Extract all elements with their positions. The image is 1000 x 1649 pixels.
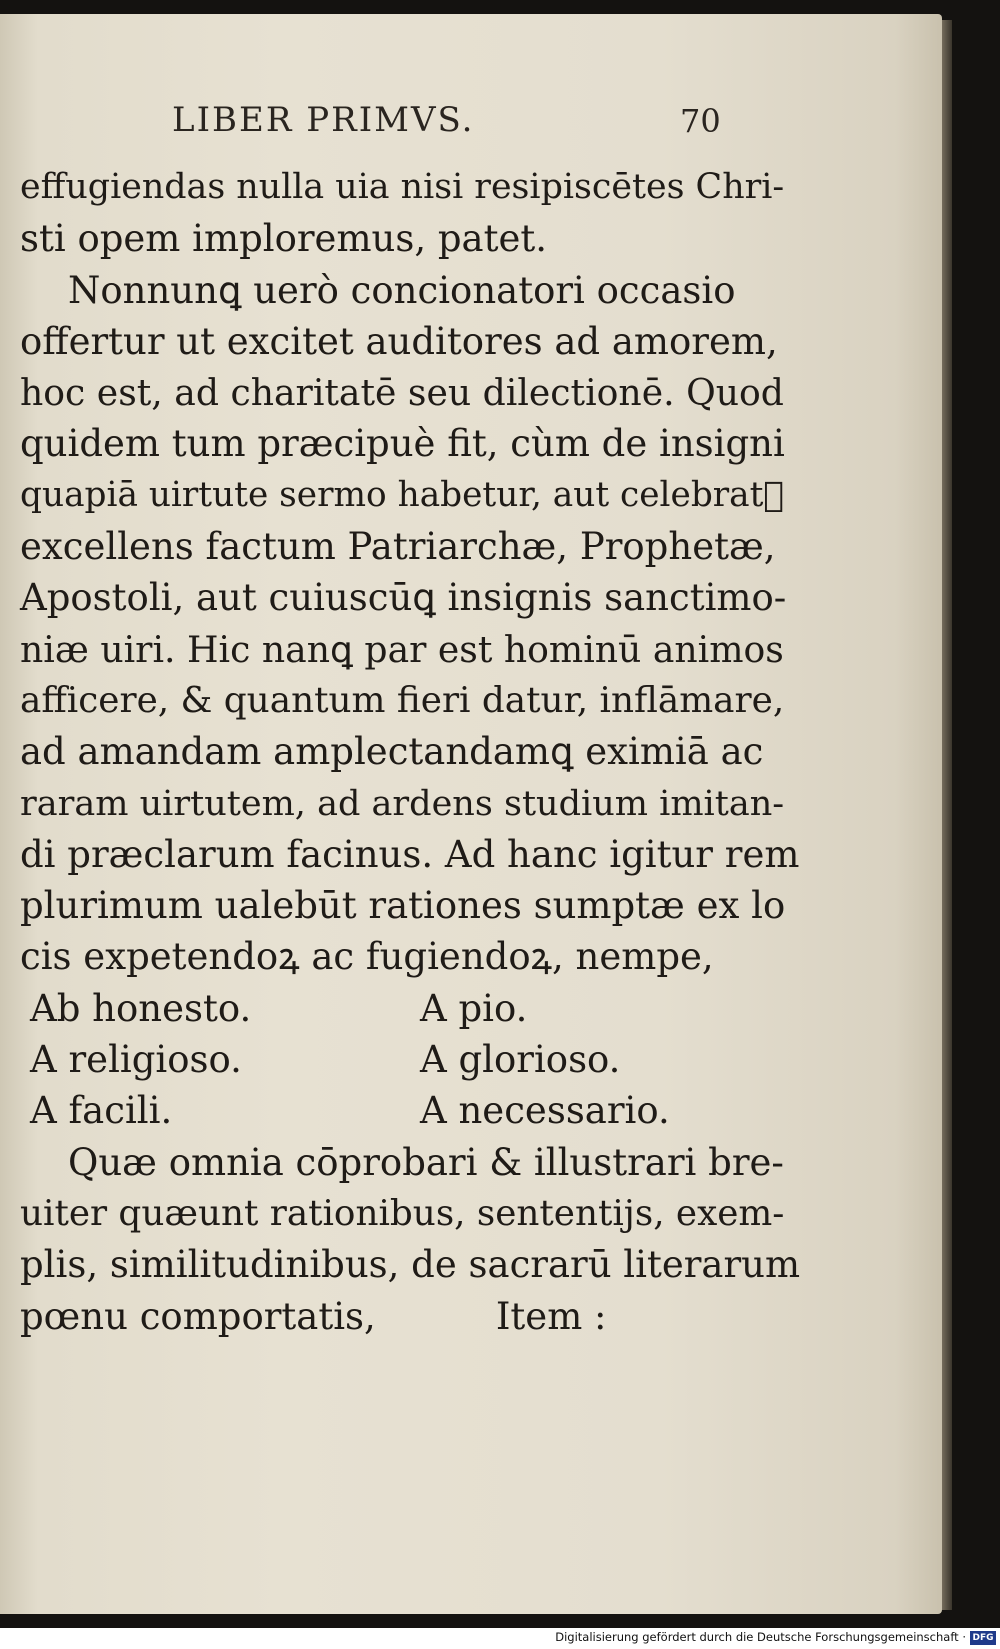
running-head: LIBER PRIMVS. xyxy=(172,100,475,140)
text-line: effugiendas nulla uia nisi resipiscētes Chri- xyxy=(20,167,785,207)
loci-left: A religioso. xyxy=(30,1038,242,1082)
loci-left: A facili. xyxy=(30,1089,173,1133)
text-line: ad amandam amplectandamꝗ eximiā ac xyxy=(20,730,764,774)
dfg-logo: DFG xyxy=(970,1631,996,1645)
text-line: di præclarum facinus. Ad hanc igitur rem xyxy=(20,832,800,876)
paragraph-start-line: Quæ omnia cōprobari & illustrari bre- xyxy=(68,1140,784,1184)
loci-right: A necessario. xyxy=(420,1089,670,1133)
text-line: cis expetendoꝝ ac fugiendoꝝ, nempe, xyxy=(20,935,714,979)
text-line: quidem tum præcipuè fit, cùm de insigni xyxy=(20,422,785,466)
paragraph-start-line: Nonnunꝗ uerò concionatori occasio xyxy=(68,268,736,312)
loci-row xyxy=(20,1034,800,1085)
catchword-item: Item : xyxy=(495,1294,607,1338)
funding-credit: Digitalisierung gefördert durch die Deutsche Forschungsgemeinschaft · xyxy=(555,1630,966,1644)
final-line xyxy=(20,1291,800,1342)
text-block xyxy=(20,162,800,1342)
text-line: plis, similitudinibus, de sacrarū literarum xyxy=(20,1243,801,1287)
page-header xyxy=(0,92,900,152)
digitization-footer xyxy=(0,1628,1000,1649)
final-line-text: pœnu comportatis, xyxy=(20,1294,376,1338)
text-line: afficere, & quantum fieri datur, inflāmare, xyxy=(20,679,785,721)
text-line: uiter quæunt rationibus, sententijs, exem- xyxy=(20,1192,785,1234)
text-line: offertur ut excitet auditores ad amorem, xyxy=(20,319,778,363)
text-line: sti opem imploremus, patet. xyxy=(20,217,548,261)
loci-right: A glorioso. xyxy=(420,1038,621,1082)
text-line: niæ uiri. Hic nanꝗ par est hominū animos xyxy=(20,627,784,671)
page-number: 70 xyxy=(680,102,721,140)
loci-row xyxy=(20,983,800,1034)
loci-right: A pio. xyxy=(420,986,528,1030)
loci-left: Ab honesto. xyxy=(30,986,252,1030)
text-line: hoc est, ad charitatē seu dilectionē. Quod xyxy=(20,371,784,415)
loci-row xyxy=(20,1085,800,1136)
text-line: raram uirtutem, ad ardens studium imitan- xyxy=(20,782,785,824)
text-line: excellens factum Patriarchæ, Prophetæ, xyxy=(20,525,776,569)
text-line: Apostoli, aut cuiuscūꝗ insignis sanctimo- xyxy=(20,576,787,620)
book-page xyxy=(0,14,942,1614)
text-line: quapiā uirtute sermo habetur, aut celebratᷓ xyxy=(20,474,785,515)
text-line: plurimum ualebūt rationes sumptæ ex lo xyxy=(20,884,786,928)
